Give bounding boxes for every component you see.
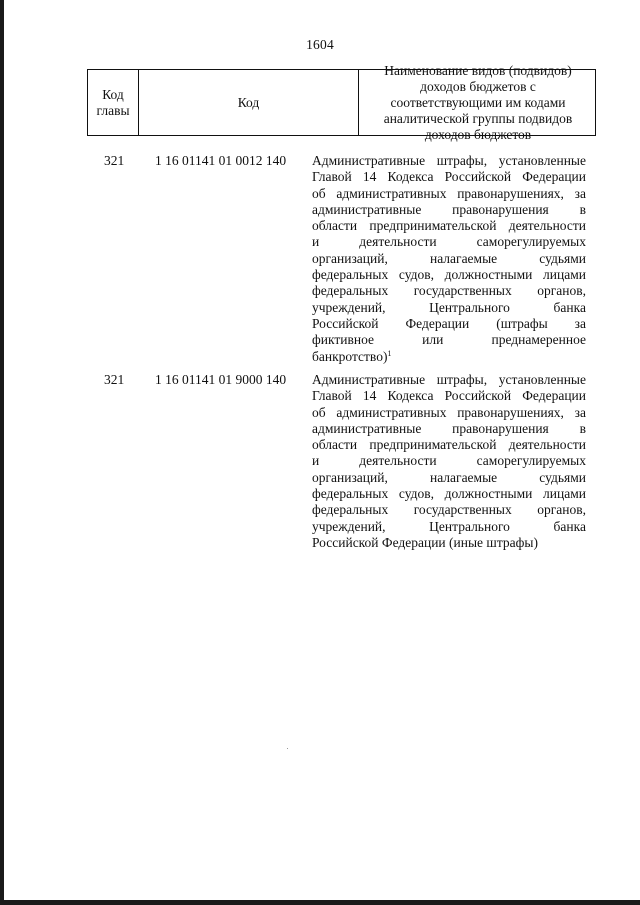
desc-line: Российской Федерации (штрафы за <box>312 315 586 331</box>
desc-line: об административных правонарушениях, за <box>312 185 586 201</box>
scan-speck <box>287 748 288 749</box>
header-col-glava: Код главы <box>88 70 139 135</box>
desc-line: организаций, налагаемые судьями <box>312 469 586 485</box>
page-left-edge <box>0 0 4 905</box>
desc-line: и деятельности саморегулируемых <box>312 234 586 250</box>
page-bottom-edge <box>0 900 640 905</box>
desc-line: Административные штрафы, установленные <box>312 153 586 168</box>
desc-line: федеральных государственных органов, <box>312 283 586 299</box>
desc-line: федеральных государственных органов, <box>312 502 586 518</box>
desc-line-last <box>312 349 586 365</box>
desc-line: организаций, налагаемые судьями <box>312 250 586 266</box>
header-col-name: Наименование видов (подвидов) доходов бюджетов с соответствующими им кодами аналитической группы подвидов доходов бюджетов <box>383 62 573 142</box>
desc-line: административные правонарушения в <box>312 420 586 436</box>
row-description <box>312 372 586 551</box>
desc-line: федеральных судов, должностными лицами <box>312 486 586 502</box>
row-code: 1 16 01141 01 0012 140 <box>155 153 287 168</box>
desc-line-text: банкротство) <box>312 348 388 364</box>
desc-line-last: Российской Федерации (иные штрафы) <box>312 534 538 550</box>
row-code: 1 16 01141 01 9000 140 <box>155 372 287 387</box>
desc-line: федеральных судов, должностными лицами <box>312 267 586 283</box>
desc-line: Административные штрафы, установленные <box>312 372 586 387</box>
footnote-marker: 1 <box>387 348 392 358</box>
desc-line: административные правонарушения в <box>312 201 586 217</box>
desc-line: об административных правонарушениях, за <box>312 404 586 420</box>
desc-line: области предпринимательской деятельности <box>312 437 586 453</box>
page-number: 1604 <box>306 37 334 52</box>
header-col-kod: Код <box>139 70 359 135</box>
desc-line: учреждений, Центрального банка <box>312 518 586 534</box>
row-description <box>312 153 586 365</box>
row-glava: 321 <box>104 153 125 168</box>
row-glava: 321 <box>104 372 125 387</box>
desc-line: области предпринимательской деятельности <box>312 218 586 234</box>
desc-line: и деятельности саморегулируемых <box>312 453 586 469</box>
desc-line: учреждений, Центрального банка <box>312 299 586 315</box>
desc-line: фиктивное или преднамеренное <box>312 332 586 348</box>
desc-line: Главой 14 Кодекса Российской Федерации <box>312 169 586 185</box>
table-header <box>87 62 596 142</box>
desc-line: Главой 14 Кодекса Российской Федерации <box>312 388 586 404</box>
